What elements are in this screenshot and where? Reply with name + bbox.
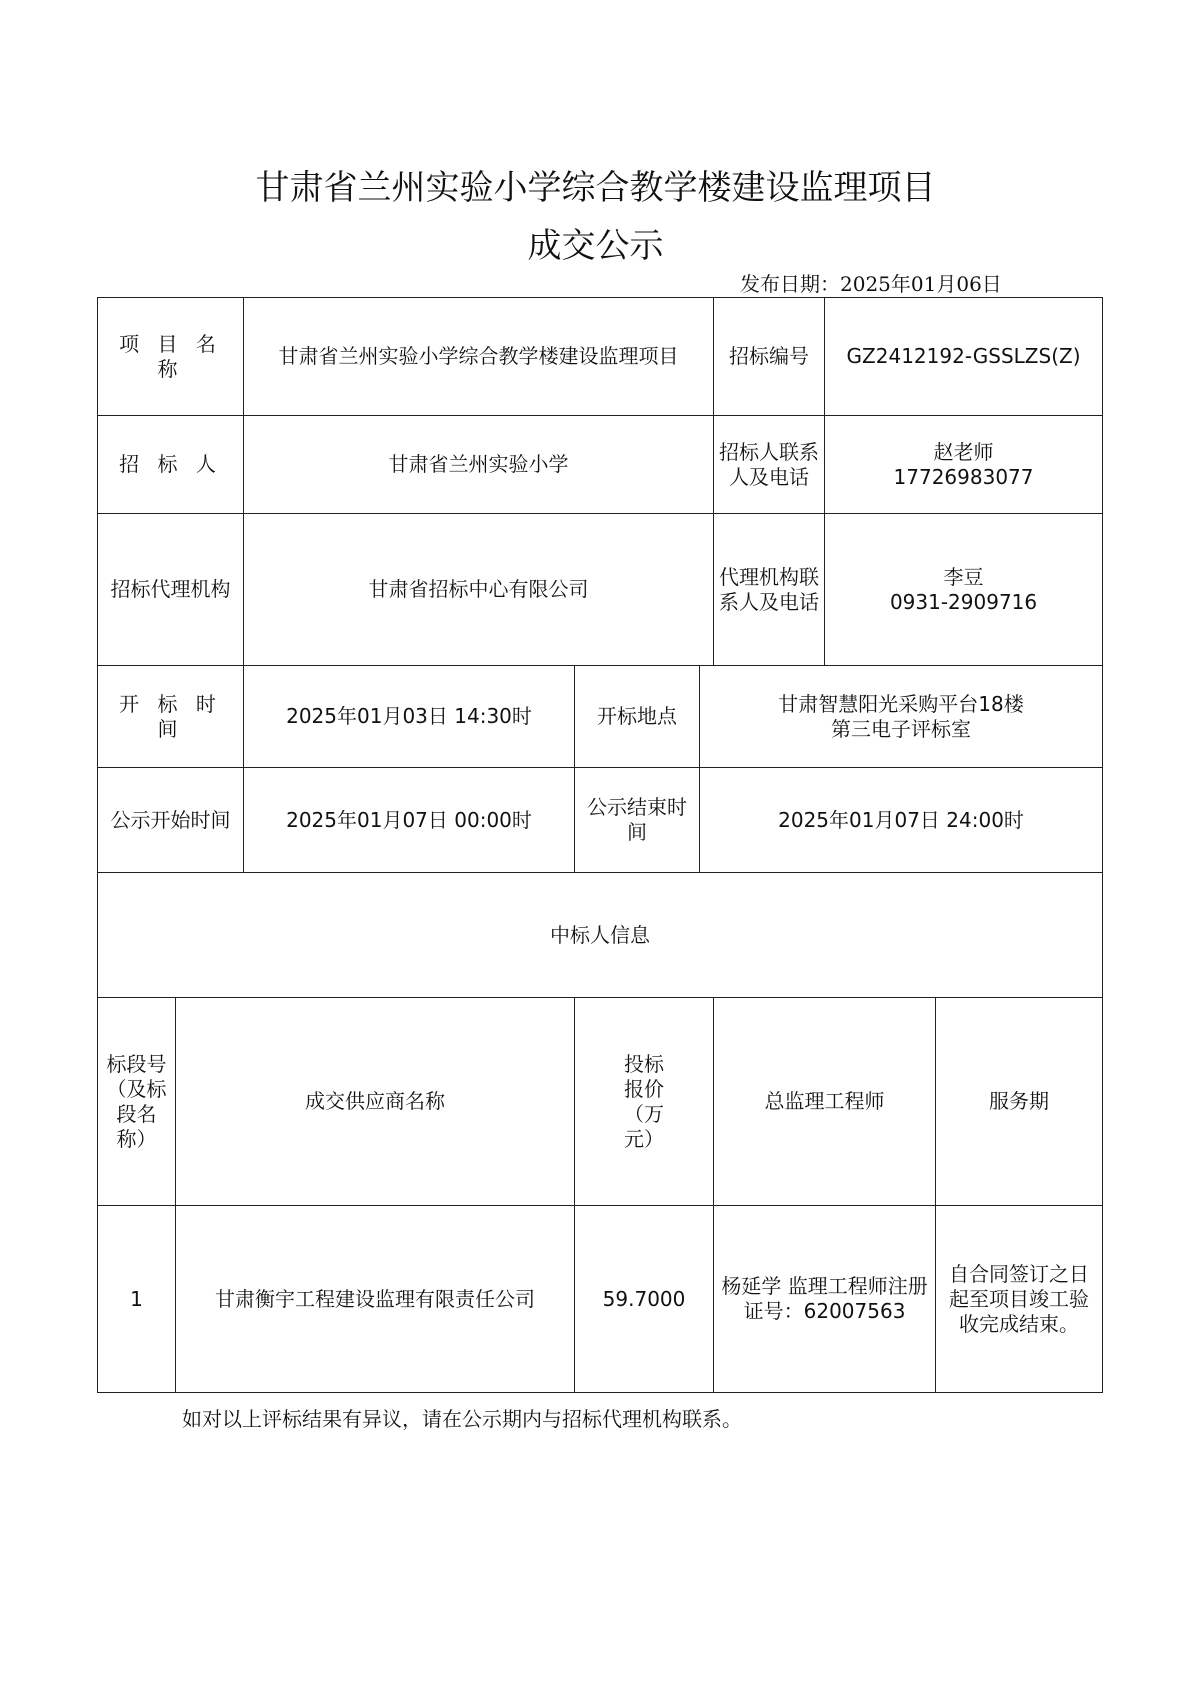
notice-start-label: 公示开始时间 <box>98 768 244 873</box>
winner-service: 自合同签订之日起至项目竣工验收完成结束。 <box>936 1206 1103 1393</box>
tenderer-contact-name: 赵老师 <box>933 439 994 464</box>
open-time-label: 开 标 时 间 <box>98 666 244 768</box>
open-place <box>700 666 1103 768</box>
bid-no-label: 招标编号 <box>714 298 825 416</box>
open-time: 2025年01月03日 14:30时 <box>244 666 575 768</box>
winner-price: 59.7000 <box>575 1206 714 1393</box>
notice-end-label: 公示结束时间 <box>575 768 700 873</box>
announcement-table <box>97 297 1103 1393</box>
publish-date: 发布日期：2025年01月06日 <box>740 272 1002 296</box>
open-place-line1: 甘肃智慧阳光采购平台18楼 <box>778 691 1024 716</box>
header-service: 服务期 <box>936 998 1103 1206</box>
project-name: 甘肃省兰州实验小学综合教学楼建设监理项目 <box>244 298 714 416</box>
header-price: 投标报价（万元） <box>575 998 714 1206</box>
agency-label: 招标代理机构 <box>98 514 244 666</box>
agency-contact <box>825 514 1103 666</box>
winner-section-label: 中标人信息 <box>98 873 1103 998</box>
winner-engineer: 杨延学 监理工程师注册证号：62007563 <box>714 1206 936 1393</box>
agency: 甘肃省招标中心有限公司 <box>244 514 714 666</box>
winner-lot: 1 <box>98 1206 176 1393</box>
bid-no: GZ2412192-GSSLZS(Z) <box>825 298 1103 416</box>
tenderer-contact <box>825 416 1103 514</box>
open-place-label: 开标地点 <box>575 666 700 768</box>
agency-contact-phone: 0931-2909716 <box>889 589 1038 614</box>
agency-contact-name: 李豆 <box>943 564 984 589</box>
header-lot: 标段号（及标段名称） <box>98 998 176 1206</box>
header-engineer: 总监理工程师 <box>714 998 936 1206</box>
open-place-line2: 第三电子评标室 <box>831 716 972 741</box>
notice-end: 2025年01月07日 24:00时 <box>700 768 1103 873</box>
tenderer-contact-label: 招标人联系人及电话 <box>714 416 825 514</box>
winner-supplier: 甘肃衡宇工程建设监理有限责任公司 <box>176 1206 575 1393</box>
table-row <box>98 1206 1103 1393</box>
agency-contact-label: 代理机构联系人及电话 <box>714 514 825 666</box>
project-name-label: 项 目 名 称 <box>98 298 244 416</box>
page-subtitle: 成交公示 <box>527 226 664 266</box>
page-title: 甘肃省兰州实验小学综合教学楼建设监理项目 <box>255 168 936 208</box>
header-supplier: 成交供应商名称 <box>176 998 575 1206</box>
tenderer-label: 招 标 人 <box>98 416 244 514</box>
tenderer: 甘肃省兰州实验小学 <box>244 416 714 514</box>
footer-note: 如对以上评标结果有异议，请在公示期内与招标代理机构联系。 <box>182 1407 742 1431</box>
notice-start: 2025年01月07日 00:00时 <box>244 768 575 873</box>
tenderer-contact-phone: 17726983077 <box>893 464 1034 489</box>
